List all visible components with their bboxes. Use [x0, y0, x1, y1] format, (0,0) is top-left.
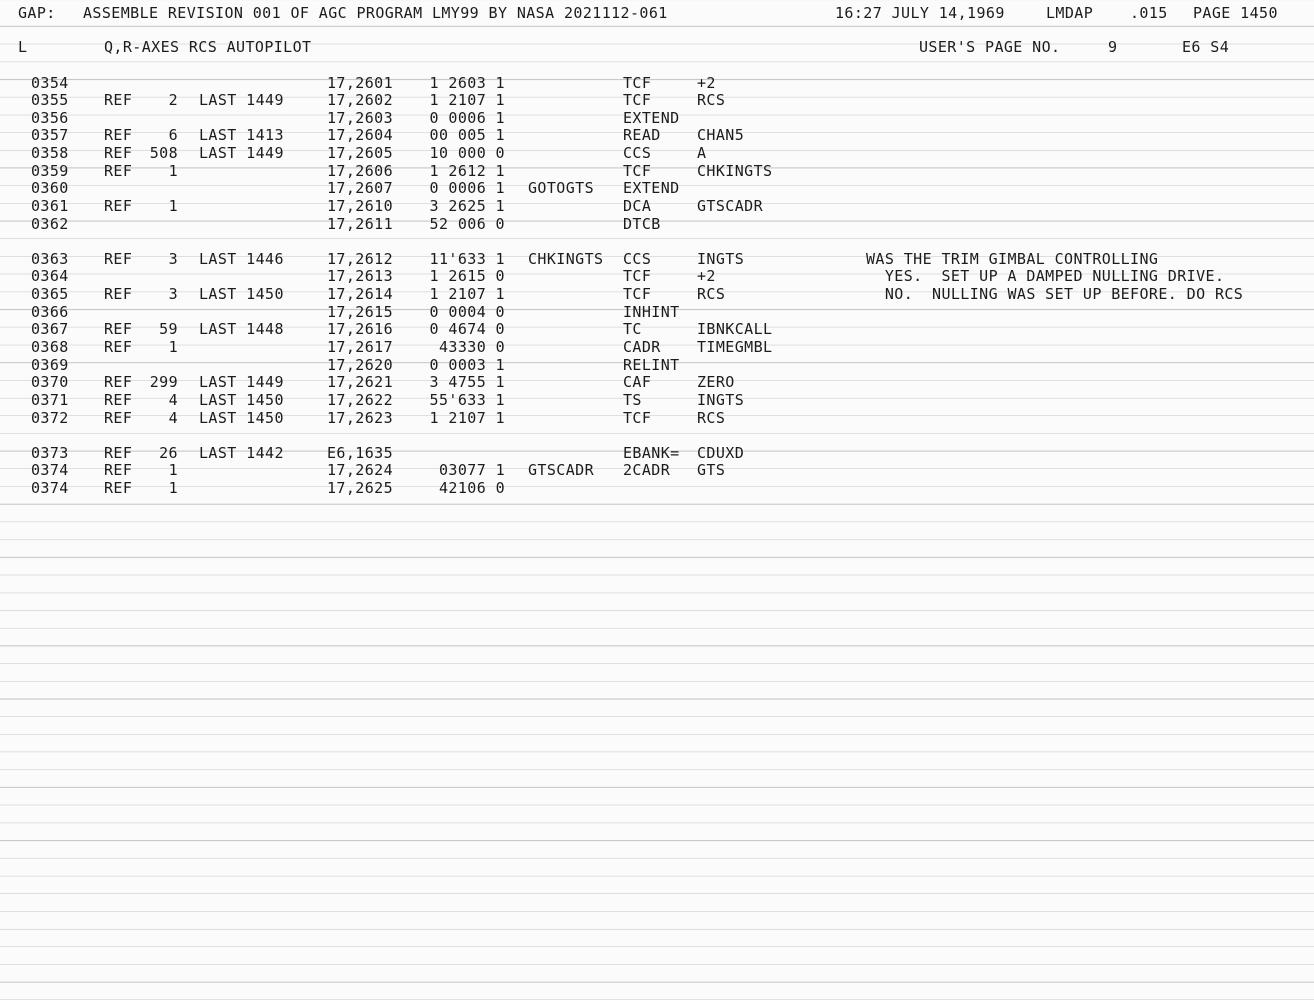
- row-op: EXTEND: [623, 109, 680, 127]
- row-ref: REF: [104, 126, 133, 144]
- row-refn: 1: [168, 197, 178, 215]
- users-page-label: USER'S PAGE NO.: [919, 38, 1061, 56]
- row-op: TCF: [623, 267, 652, 285]
- row-line: 0355: [31, 91, 69, 109]
- row-line: 0354: [31, 74, 69, 92]
- row-op: EXTEND: [623, 179, 680, 197]
- row-refn: 3: [168, 250, 178, 268]
- row-addr: 17,2603: [327, 109, 394, 127]
- sequence-number: .015: [1130, 4, 1168, 22]
- row-line: 0364: [31, 267, 69, 285]
- row-code: 1 2603 1: [429, 74, 505, 92]
- row-operand: CHAN5: [697, 126, 745, 144]
- row-operand: CHKINGTS: [697, 162, 773, 180]
- row-line: 0367: [31, 320, 69, 338]
- row-refn: 2: [168, 91, 178, 109]
- row-line: 0361: [31, 197, 69, 215]
- row-addr: 17,2615: [327, 303, 394, 321]
- row-operand: RCS: [697, 91, 726, 109]
- row-operand: GTS: [697, 461, 726, 479]
- row-line: 0365: [31, 285, 69, 303]
- row-line: 0360: [31, 179, 69, 197]
- row-refn: 1: [168, 162, 178, 180]
- row-line: 0366: [31, 303, 69, 321]
- row-line: 0363: [31, 250, 69, 268]
- row-refn: 4: [168, 409, 178, 427]
- row-code: 0 0006 1: [429, 109, 505, 127]
- assembler-name: GAP:: [18, 4, 56, 22]
- row-addr: 17,2623: [327, 409, 394, 427]
- row-code: 11'633 1: [429, 250, 505, 268]
- row-addr: 17,2620: [327, 356, 394, 374]
- row-addr: 17,2612: [327, 250, 394, 268]
- row-refn: 3: [168, 285, 178, 303]
- row-refn: 26: [159, 444, 178, 462]
- row-addr: 17,2614: [327, 285, 394, 303]
- row-code: 3 4755 1: [429, 373, 505, 391]
- row-addr: 17,2601: [327, 74, 394, 92]
- program-name: LMDAP: [1046, 4, 1094, 22]
- row-code: 52 006 0: [429, 215, 505, 233]
- row-op: RELINT: [623, 356, 680, 374]
- row-line: 0374: [31, 461, 69, 479]
- row-refn: 59: [159, 320, 178, 338]
- row-code: 0 4674 0: [429, 320, 505, 338]
- row-ref: REF: [104, 91, 133, 109]
- row-op: READ: [623, 126, 661, 144]
- row-refn: 1: [168, 338, 178, 356]
- row-addr: 17,2622: [327, 391, 394, 409]
- row-code: 00 005 1: [429, 126, 505, 144]
- row-code: 55'633 1: [429, 391, 505, 409]
- row-addr: 17,2625: [327, 479, 394, 497]
- row-operand: IBNKCALL: [697, 320, 773, 338]
- row-op: 2CADR: [623, 461, 671, 479]
- row-ref: REF: [104, 409, 133, 427]
- row-last: LAST 1449: [199, 91, 284, 109]
- row-ref: REF: [104, 444, 133, 462]
- row-line: 0370: [31, 373, 69, 391]
- row-line: 0356: [31, 109, 69, 127]
- row-refn: 1: [168, 461, 178, 479]
- row-addr: 17,2616: [327, 320, 394, 338]
- row-refn: 1: [168, 479, 178, 497]
- row-operand: A: [697, 144, 707, 162]
- row-line: 0368: [31, 338, 69, 356]
- row-ref: REF: [104, 162, 133, 180]
- row-last: LAST 1450: [199, 285, 284, 303]
- row-op: TCF: [623, 409, 652, 427]
- row-ref: REF: [104, 461, 133, 479]
- row-code: 1 2107 1: [429, 285, 505, 303]
- row-operand: GTSCADR: [697, 197, 764, 215]
- row-operand: +2: [697, 74, 716, 92]
- row-addr: 17,2621: [327, 373, 394, 391]
- assembly-timestamp: 16:27 JULY 14,1969: [835, 4, 1005, 22]
- row-ref: REF: [104, 197, 133, 215]
- row-line: 0358: [31, 144, 69, 162]
- row-ref: REF: [104, 391, 133, 409]
- row-op: CCS: [623, 250, 652, 268]
- row-last: LAST 1413: [199, 126, 284, 144]
- row-line: 0373: [31, 444, 69, 462]
- row-line: 0374: [31, 479, 69, 497]
- row-ref: REF: [104, 285, 133, 303]
- row-addr: 17,2617: [327, 338, 394, 356]
- row-last: LAST 1450: [199, 391, 284, 409]
- row-comment: YES. SET UP A DAMPED NULLING DRIVE.: [866, 267, 1225, 285]
- row-line: 0359: [31, 162, 69, 180]
- row-ref: REF: [104, 373, 133, 391]
- row-label: CHKINGTS: [528, 250, 604, 268]
- users-page-number: 9: [1108, 38, 1118, 56]
- assembly-title: ASSEMBLE REVISION 001 OF AGC PROGRAM LMY99 BY NASA 2021112-061: [83, 4, 668, 22]
- row-addr: 17,2607: [327, 179, 394, 197]
- row-line: 0362: [31, 215, 69, 233]
- row-addr: 17,2604: [327, 126, 394, 144]
- section-title: Q,R-AXES RCS AUTOPILOT: [104, 38, 312, 56]
- row-last: LAST 1449: [199, 144, 284, 162]
- row-code: 1 2612 1: [429, 162, 505, 180]
- row-op: TCF: [623, 91, 652, 109]
- row-label: GTSCADR: [528, 461, 595, 479]
- row-refn: 6: [168, 126, 178, 144]
- row-op: DTCB: [623, 215, 661, 233]
- row-operand: RCS: [697, 285, 726, 303]
- row-code: 0 0003 1: [429, 356, 505, 374]
- row-addr: 17,2610: [327, 197, 394, 215]
- row-addr: 17,2606: [327, 162, 394, 180]
- row-op: CCS: [623, 144, 652, 162]
- row-op: CADR: [623, 338, 661, 356]
- row-op: TS: [623, 391, 642, 409]
- row-line: 0371: [31, 391, 69, 409]
- row-refn: 508: [149, 144, 178, 162]
- row-last: LAST 1446: [199, 250, 284, 268]
- row-operand: ZERO: [697, 373, 735, 391]
- row-last: LAST 1448: [199, 320, 284, 338]
- row-addr: 17,2602: [327, 91, 394, 109]
- row-refn: 4: [168, 391, 178, 409]
- row-addr: 17,2624: [327, 461, 394, 479]
- row-last: LAST 1449: [199, 373, 284, 391]
- row-ref: REF: [104, 144, 133, 162]
- row-code: 03077 1: [438, 461, 505, 479]
- page-number: PAGE 1450: [1193, 4, 1278, 22]
- row-op: CAF: [623, 373, 652, 391]
- row-code: 42106 0: [438, 479, 505, 497]
- row-operand: CDUXD: [697, 444, 745, 462]
- row-ref: REF: [104, 479, 133, 497]
- row-op: DCA: [623, 197, 652, 215]
- row-op: INHINT: [623, 303, 680, 321]
- row-line: 0357: [31, 126, 69, 144]
- row-code: 10 000 0: [429, 144, 505, 162]
- row-code: 1 2107 1: [429, 409, 505, 427]
- row-last: LAST 1450: [199, 409, 284, 427]
- row-line: 0369: [31, 356, 69, 374]
- row-op: EBANK=: [623, 444, 680, 462]
- row-label: GOTOGTS: [528, 179, 595, 197]
- row-refn: 299: [149, 373, 178, 391]
- row-operand: INGTS: [697, 250, 745, 268]
- row-code: 1 2615 0: [429, 267, 505, 285]
- row-ref: REF: [104, 250, 133, 268]
- row-code: 43330 0: [438, 338, 505, 356]
- row-line: 0372: [31, 409, 69, 427]
- row-operand: RCS: [697, 409, 726, 427]
- row-operand: INGTS: [697, 391, 745, 409]
- row-addr: 17,2613: [327, 267, 394, 285]
- row-code: 0 0004 0: [429, 303, 505, 321]
- row-comment: WAS THE TRIM GIMBAL CONTROLLING: [866, 250, 1159, 268]
- listing-mark: L: [18, 38, 28, 56]
- row-addr: 17,2605: [327, 144, 394, 162]
- row-comment: NO. NULLING WAS SET UP BEFORE. DO RCS: [866, 285, 1244, 303]
- row-code: 1 2107 1: [429, 91, 505, 109]
- row-addr: E6,1635: [327, 444, 394, 462]
- row-op: TC: [623, 320, 642, 338]
- row-op: TCF: [623, 285, 652, 303]
- row-code: 0 0006 1: [429, 179, 505, 197]
- row-op: TCF: [623, 162, 652, 180]
- row-code: 3 2625 1: [429, 197, 505, 215]
- row-operand: +2: [697, 267, 716, 285]
- bank-designation: E6 S4: [1182, 38, 1230, 56]
- row-op: TCF: [623, 74, 652, 92]
- row-last: LAST 1442: [199, 444, 284, 462]
- row-ref: REF: [104, 320, 133, 338]
- row-ref: REF: [104, 338, 133, 356]
- row-addr: 17,2611: [327, 215, 394, 233]
- row-operand: TIMEGMBL: [697, 338, 773, 356]
